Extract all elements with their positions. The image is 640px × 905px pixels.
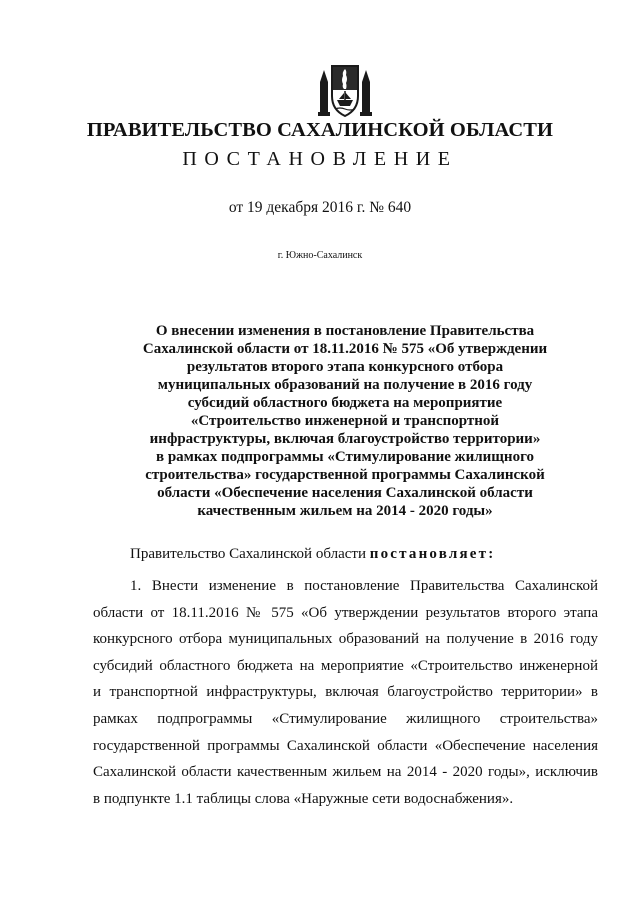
- subject-line: результатов второго этапа конкурсного отбора: [186, 359, 504, 375]
- subject-line: области «Обеспечение населения Сахалинской области: [157, 485, 533, 501]
- document-type: ПОСТАНОВЛЕНИЕ: [182, 148, 458, 170]
- subject-line: Сахалинской области от 18.11.2016 № 575 «Об утверждении: [142, 341, 548, 357]
- subject-line: строительства» государственной программы Сахалинской: [145, 467, 545, 483]
- government-name: ПРАВИТЕЛЬСТВО САХАЛИНСКОЙ ОБЛАСТИ: [86, 119, 554, 141]
- paragraph-line: области от 18.11.2016 № 575 «Об утверждении результатов второго этапа: [93, 604, 598, 621]
- paragraph-line: конкурсного отбора муниципальных образований на получение в 2016 году: [93, 631, 598, 648]
- paragraph-line: и транспортной инфраструктуры, включая благоустройство территории» в: [93, 684, 598, 701]
- subject-line: субсидий областного бюджета на мероприятие: [187, 395, 503, 411]
- subject-line: инфраструктуры, включая благоустройство территории»: [149, 431, 541, 447]
- sakhalin-coat-of-arms-icon: [318, 62, 372, 118]
- document-date-number: от 19 декабря 2016 г. № 640: [228, 199, 412, 216]
- document-city: г. Южно-Сахалинск: [277, 250, 363, 261]
- paragraph-line: государственной программы Сахалинской области «Обеспечение населения: [93, 737, 598, 754]
- paragraph-line: рамках подпрограммы «Стимулирование жилищного строительства»: [93, 710, 598, 727]
- subject-line: в рамках подпрограммы «Стимулирование жилищного: [155, 449, 535, 465]
- subject-line: качественным жильем на 2014 - 2020 годы»: [197, 503, 493, 519]
- subject-line: «Строительство инженерной и транспортной: [190, 413, 500, 429]
- paragraph-line: Сахалинской области качественным жильем на 2014 - 2020 годы», исключив: [93, 764, 598, 781]
- preamble: [130, 546, 495, 563]
- preamble-text: Правительство Сахалинской области: [130, 546, 370, 562]
- paragraph-line: 1. Внести изменение в постановление Правительства Сахалинской: [130, 578, 598, 594]
- paragraph-line: субсидий областного бюджета на мероприятие «Строительство инженерной: [93, 657, 598, 674]
- subject-line: муниципальных образований на получение в 2016 году: [157, 377, 533, 393]
- paragraph-1: [93, 573, 598, 812]
- document-subject: [110, 322, 580, 520]
- preamble-verb: постановляет:: [369, 546, 496, 562]
- subject-line: О внесении изменения в постановление Правительства: [155, 323, 535, 339]
- paragraph-line: в подпункте 1.1 таблицы слова «Наружные сети водоснабжения».: [93, 790, 514, 807]
